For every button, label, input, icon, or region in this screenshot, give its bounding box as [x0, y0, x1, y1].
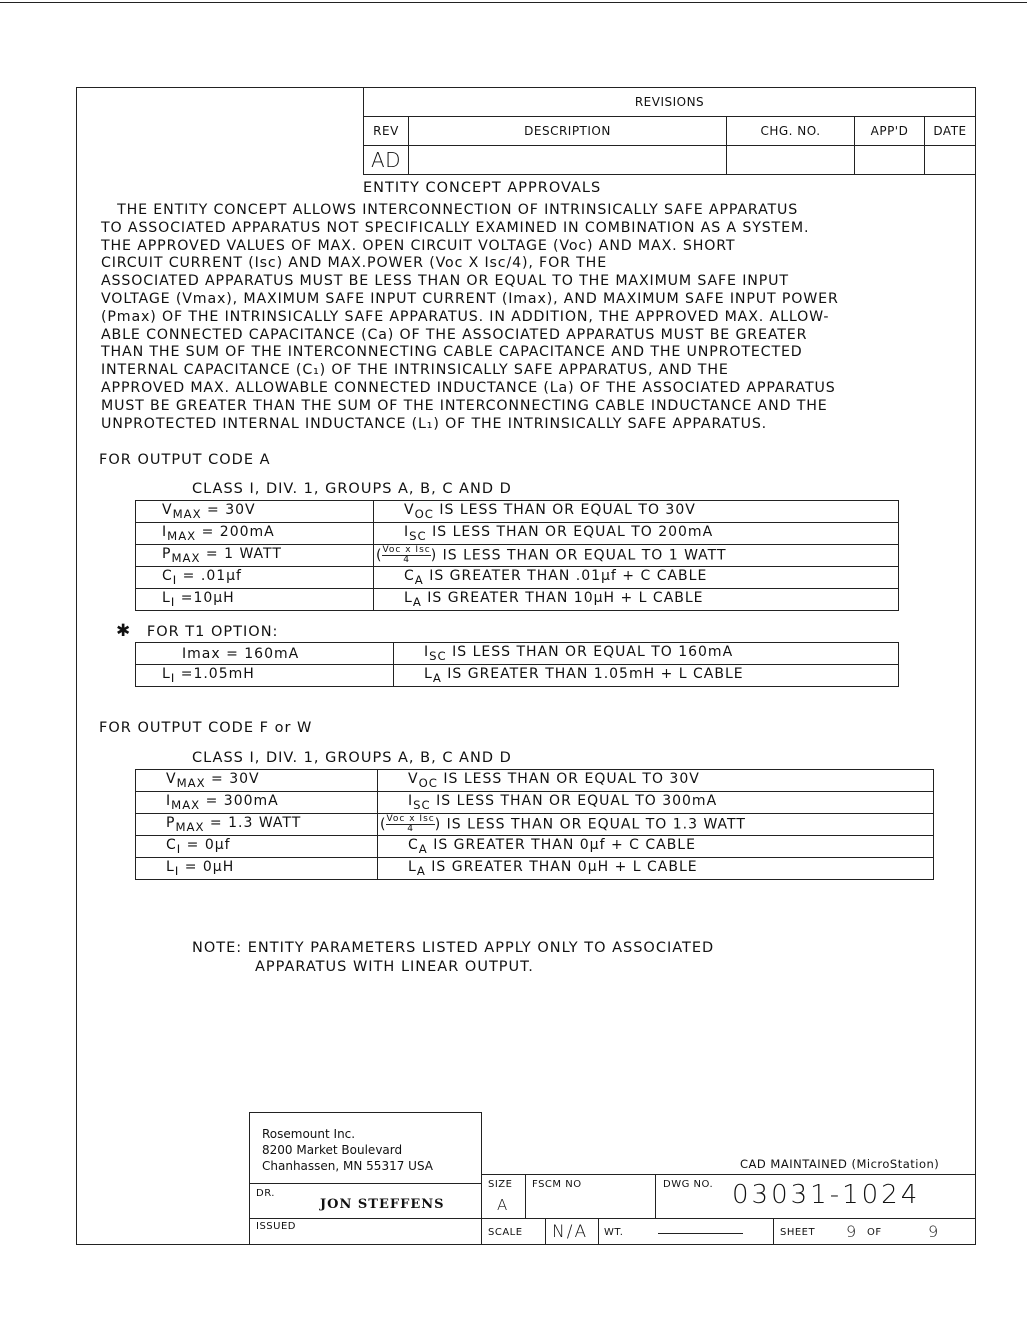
- condition-cell: $I_{SC}$ IS LESS THAN OR EQUAL TO 200mA: [374, 523, 899, 545]
- divider: [773, 1218, 774, 1245]
- divider: [249, 1183, 482, 1184]
- param-cell: $P_{MAX} = 1.3$ WATT: [136, 814, 378, 836]
- divider: [545, 1218, 546, 1245]
- divider: [249, 1218, 482, 1219]
- paragraph-line: CIRCUIT CURRENT (Isc) AND MAX.POWER (Voc X Isc/4), FOR THE: [101, 255, 608, 272]
- company-address-1: 8200 Market Boulevard: [262, 1143, 403, 1157]
- section-f-heading: FOR OUTPUT CODE F or W: [99, 720, 313, 736]
- company-info: [262, 1126, 433, 1174]
- company-name: Rosemount Inc.: [262, 1127, 356, 1141]
- paragraph-line: APPROVED MAX. ALLOWABLE CONNECTED INDUCTANCE (La) OF THE ASSOCIATED APPARATUS: [101, 379, 836, 396]
- condition-cell: $I_{SC}$ IS LESS THAN OR EQUAL TO 160mA: [394, 643, 899, 665]
- param-cell: $I_{MAX} = 200mA$: [136, 523, 374, 545]
- note-line-2: APPARATUS WITH LINEAR OUTPUT.: [255, 959, 534, 975]
- of-label: OF: [867, 1227, 882, 1238]
- table-row: [136, 665, 899, 687]
- table-row: [136, 567, 899, 589]
- t1-option-line: [116, 621, 278, 641]
- param-cell: $C_I = .01\mu f$: [136, 567, 374, 589]
- dwg-no-label: DWG NO.: [663, 1179, 714, 1190]
- table-row: [136, 770, 934, 792]
- sheet-value: 9: [846, 1222, 857, 1241]
- cad-maintained: CAD MAINTAINED (MicroStation): [740, 1157, 940, 1171]
- paragraph-line: MUST BE GREATER THAN THE SUM OF THE INTERCONNECTING CABLE INDUCTANCE AND THE: [101, 397, 828, 414]
- revisions-title: REVISIONS: [363, 87, 976, 117]
- scale-value: N/A: [552, 1222, 589, 1242]
- table-row: [136, 858, 934, 880]
- dwg-number: 03031-1024: [732, 1180, 921, 1210]
- page-title: ENTITY CONCEPT APPROVALS: [363, 180, 602, 196]
- table-row: [136, 523, 899, 545]
- scale-label: SCALE: [488, 1227, 523, 1238]
- fraction: Voc x Isc 4: [386, 814, 435, 834]
- t1-option-label: FOR T1 OPTION:: [146, 624, 279, 640]
- param-cell: $L_I = 0\mu H$: [136, 858, 378, 880]
- divider: [481, 1174, 976, 1175]
- appd-header: APP'D: [854, 116, 925, 146]
- size-label: SIZE: [488, 1179, 513, 1190]
- condition-cell: $L_A$ IS GREATER THAN 10µH + L CABLE: [374, 589, 899, 611]
- condition-cell: ( Voc x Isc 4 ) IS LESS THAN OR EQUAL TO 1.3 WATT: [378, 814, 934, 836]
- dr-label: DR.: [256, 1188, 275, 1199]
- param-cell: $L_I =1.05mH$: [136, 665, 394, 687]
- condition-cell: $V_{OC}$ IS LESS THAN OR EQUAL TO 30V: [374, 501, 899, 523]
- date-value: [924, 145, 976, 175]
- paragraph-line: THAN THE SUM OF THE INTERCONNECTING CABLE CAPACITANCE AND THE UNPROTECTED: [101, 344, 803, 361]
- rev-header: REV: [363, 116, 409, 146]
- date-header: DATE: [924, 116, 976, 146]
- paragraph-line: UNPROTECTED INTERNAL INDUCTANCE (L₁) OF THE INTRINSICALLY SAFE APPARATUS.: [101, 415, 768, 432]
- condition-cell: $V_{OC}$ IS LESS THAN OR EQUAL TO 30V: [378, 770, 934, 792]
- chg-no-header: CHG. NO.: [726, 116, 855, 146]
- param-cell: Imax = 160mA: [136, 643, 394, 665]
- description-header: DESCRIPTION: [408, 116, 727, 146]
- note-line-1: NOTE: ENTITY PARAMETERS LISTED APPLY ONLY TO ASSOCIATED: [192, 940, 715, 956]
- table-row: [136, 589, 899, 611]
- condition-cell: $L_A$ IS GREATER THAN 1.05mH + L CABLE: [394, 665, 899, 687]
- section-a-table: [135, 500, 899, 611]
- divider: [525, 1174, 526, 1218]
- divider: [481, 1218, 976, 1219]
- drafter-name: JON STEFFENS: [320, 1197, 445, 1212]
- param-cell: $C_I = 0\mu f$: [136, 836, 378, 858]
- paragraph-line: THE ENTITY CONCEPT ALLOWS INTERCONNECTION OF INTRINSICALLY SAFE APPARATUS: [101, 202, 799, 218]
- table-row: [136, 792, 934, 814]
- entity-concept-paragraph: [101, 202, 839, 433]
- section-a-class-line: CLASS I, DIV. 1, GROUPS A, B, C AND D: [192, 481, 512, 497]
- paragraph-line: (Pmax) OF THE INTRINSICALLY SAFE APPARATUS. IN ADDITION, THE APPROVED MAX. ALLOW-: [101, 308, 830, 325]
- divider: [655, 1174, 656, 1218]
- param-cell: $V_{MAX} = 30V$: [136, 501, 374, 523]
- table-row: [136, 545, 899, 567]
- fscm-label: FSCM NO: [532, 1179, 582, 1190]
- table-row: [136, 501, 899, 523]
- company-address-2: Chanhassen, MN 55317 USA: [262, 1159, 433, 1173]
- section-a-heading: FOR OUTPUT CODE A: [99, 452, 271, 468]
- wt-blank-line: [658, 1233, 743, 1234]
- condition-cell: $L_A$ IS GREATER THAN 0µH + L CABLE: [378, 858, 934, 880]
- condition-cell: $C_A$ IS GREATER THAN 0µf + C CABLE: [378, 836, 934, 858]
- condition-cell: $C_A$ IS GREATER THAN .01µf + C CABLE: [374, 567, 899, 589]
- paragraph-line: THE APPROVED VALUES OF MAX. OPEN CIRCUIT VOLTAGE (Voc) AND MAX. SHORT: [101, 237, 736, 254]
- issued-label: ISSUED: [256, 1221, 296, 1232]
- param-cell: $P_{MAX} = 1$ WATT: [136, 545, 374, 567]
- paragraph-line: ABLE CONNECTED CAPACITANCE (Ca) OF THE ASSOCIATED APPARATUS MUST BE GREATER: [101, 326, 808, 343]
- size-value: A: [497, 1196, 508, 1214]
- wt-label: WT.: [604, 1227, 624, 1238]
- rev-value: AD: [363, 145, 409, 175]
- sheet-label: SHEET: [780, 1227, 816, 1238]
- paragraph-line: VOLTAGE (Vmax), MAXIMUM SAFE INPUT CURRENT (Imax), AND MAXIMUM SAFE INPUT POWER: [101, 290, 839, 307]
- divider: [598, 1218, 599, 1245]
- table-row: [136, 836, 934, 858]
- appd-value: [854, 145, 925, 175]
- chg-no-value: [726, 145, 855, 175]
- param-cell: $V_{MAX} = 30V$: [136, 770, 378, 792]
- section-f-class-line: CLASS I, DIV. 1, GROUPS A, B, C AND D: [192, 750, 512, 766]
- param-cell: $L_I =10\mu H$: [136, 589, 374, 611]
- description-value: [408, 145, 727, 175]
- table-row: [136, 814, 934, 836]
- paragraph-line: ASSOCIATED APPARATUS MUST BE LESS THAN OR EQUAL TO THE MAXIMUM SAFE INPUT: [101, 273, 789, 290]
- top-border-line: [0, 2, 1027, 3]
- table-row: [136, 643, 899, 665]
- t1-option-table: [135, 642, 899, 687]
- asterisk-icon: ✱: [116, 621, 132, 641]
- condition-cell: $I_{SC}$ IS LESS THAN OR EQUAL TO 300mA: [378, 792, 934, 814]
- condition-cell: ( Voc x Isc 4 ) IS LESS THAN OR EQUAL TO 1 WATT: [374, 545, 899, 567]
- of-value: 9: [928, 1222, 939, 1241]
- fraction: Voc x Isc 4: [382, 545, 431, 565]
- paragraph-line: INTERNAL CAPACITANCE (C₁) OF THE INTRINSICALLY SAFE APPARATUS, AND THE: [101, 362, 729, 379]
- paragraph-line: TO ASSOCIATED APPARATUS NOT SPECIFICALLY EXAMINED IN COMBINATION AS A SYSTEM.: [101, 219, 810, 236]
- section-f-table: [135, 769, 934, 880]
- param-cell: $I_{MAX} = 300mA$: [136, 792, 378, 814]
